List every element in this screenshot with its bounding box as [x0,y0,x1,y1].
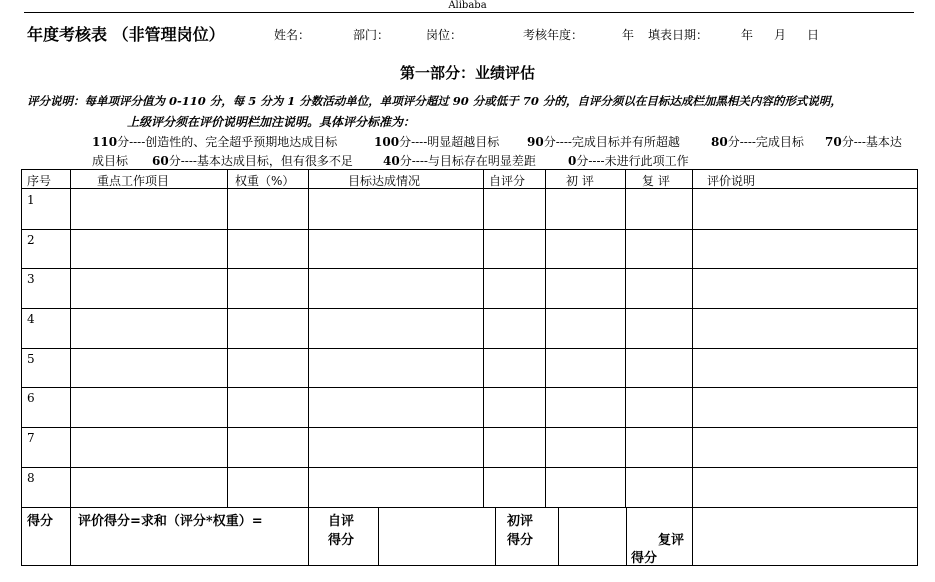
fill-date-label: 填表日期： [648,28,709,42]
footer-review-label-1: 复评 [658,533,685,548]
year-unit: 年 [622,28,635,42]
date-day-unit: 日 [807,28,820,42]
scale-80: 80分----完成目标 [711,135,804,149]
row-index: 4 [27,312,35,326]
col-header-initial-review: 初 评 [566,174,594,188]
scale-100: 100分----明显超越目标 [374,135,500,149]
header-rule [24,12,914,13]
dept-field-label: 部门： [353,28,390,42]
name-field-label: 姓名： [274,28,311,42]
col-header-achievement: 目标达成情况 [348,174,421,188]
row-index: 2 [27,233,35,247]
position-field-label: 岗位： [426,28,463,42]
table-grid-lines [21,169,918,566]
row-index: 6 [27,391,35,405]
row-index: 7 [27,431,35,445]
col-header-index: 序号 [27,174,52,188]
footer-self-label-2: 得分 [328,533,355,548]
footer-review-label-2: 得分 [631,551,658,566]
footer-score-label: 得分 [27,514,54,529]
row-index: 8 [27,471,35,485]
scale-70: 70分---基本达 [825,135,902,149]
scale-0: 0分----未进行此项工作 [568,154,689,168]
year-field-label: 考核年度： [523,28,584,42]
scoring-note-line1: 评分说明：每单项评分值为 0-110 分，每 5 分为 1 分数活动单位，单项评分超过 90 分或低于 70 分的，自评分须以在目标达成栏加黑相关内容的形式说明， [27,94,842,108]
evaluation-table [21,169,918,566]
row-index: 3 [27,272,35,286]
scale-60: 60分----基本达成目标，但有很多不足 [152,154,353,168]
date-year-unit: 年 [741,28,754,42]
col-header-comments: 评价说明 [707,174,756,188]
col-header-final-review: 复 评 [642,174,670,188]
footer-formula: 评价得分=求和（评分*权重）= [78,514,263,529]
col-header-self-score: 自评分 [489,174,526,188]
scale-110: 110分----创造性的、完全超乎预期地达成目标 [92,135,338,149]
scale-40: 40分----与目标存在明显差距 [383,154,536,168]
page-title: 年度考核表 （非管理岗位） [27,25,225,44]
row-index: 5 [27,352,35,366]
section-title: 第一部分：业绩评估 [399,64,535,82]
date-month-unit: 月 [774,28,787,42]
row-index: 1 [27,193,35,207]
footer-self-label-1: 自评 [328,514,355,529]
col-header-work-item: 重点工作项目 [97,174,170,188]
scale-90: 90分----完成目标并有所超越 [527,135,680,149]
scale-70-continued: 成目标 [92,154,129,168]
footer-initial-label-1: 初评 [507,514,534,529]
footer-initial-label-2: 得分 [507,533,534,548]
header-brand: Alibaba [448,0,487,11]
scoring-note-line2: 上级评分须在评价说明栏加注说明。具体评分标准为： [127,115,416,129]
col-header-weight: 权重（%） [235,174,295,188]
